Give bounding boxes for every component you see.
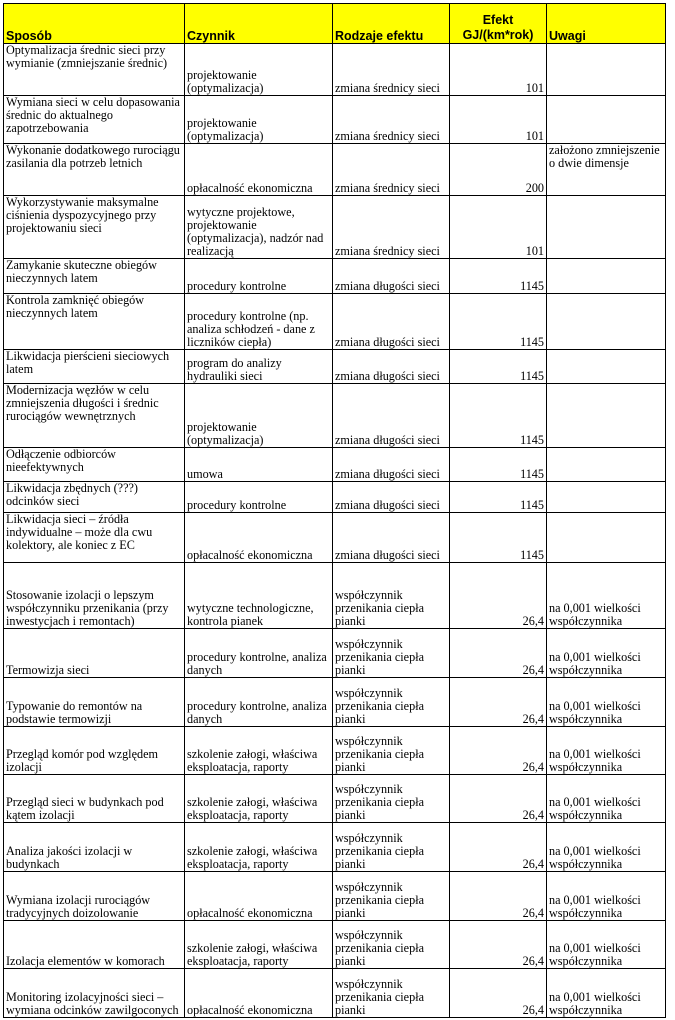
cell-czynnik: szkolenie załogi, właściwa eksploatacja, raporty [185,727,333,775]
cell-czynnik: projektowanie (optymalizacja) [185,96,333,144]
cell-czynnik: szkolenie załogi, właściwa eksploatacja, raporty [185,921,333,969]
cell-rodzaj: zmiana długości sieci [333,482,450,513]
header-efekt: Efekt GJ/(km*rok) [450,4,547,44]
cell-sposob: Likwidacja pierścieni sieciowych latem [4,350,185,384]
cell-efekt: 1145 [450,448,547,482]
cell-sposob: Modernizacja węzłów w celu zmniejszenia długości i średnic rurociągów wewnętrznych [4,384,185,448]
cell-rodzaj: zmiana średnicy sieci [333,144,450,196]
cell-rodzaj: zmiana średnicy sieci [333,196,450,259]
cell-sposob: Stosowanie izolacji o lepszym współczynniku przenikania (przy inwestycjach i remontach) [4,563,185,629]
cell-sposob: Typowanie do remontów na podstawie termowizji [4,678,185,727]
cell-uwagi: na 0,001 wielkości współczynnika [547,872,666,921]
cell-czynnik: umowa [185,448,333,482]
cell-czynnik: program do analizy hydrauliki sieci [185,350,333,384]
header-uwagi: Uwagi [547,4,666,44]
cell-czynnik: procedury kontrolne (np. analiza schłodzeń - dane z liczników ciepła) [185,294,333,350]
cell-sposob: Analiza jakości izolacji w budynkach [4,823,185,872]
table-row [4,629,666,678]
table-row [4,921,666,969]
cell-rodzaj: zmiana średnicy sieci [333,44,450,96]
cell-uwagi [547,350,666,384]
cell-efekt: 101 [450,44,547,96]
cell-rodzaj: współczynnik przenikania ciepła pianki [333,678,450,727]
cell-czynnik: projektowanie (optymalizacja) [185,44,333,96]
cell-uwagi: na 0,001 wielkości współczynnika [547,823,666,872]
table-row [4,563,666,629]
cell-rodzaj: współczynnik przenikania ciepła pianki [333,921,450,969]
cell-efekt: 26,4 [450,823,547,872]
cell-rodzaj: współczynnik przenikania ciepła pianki [333,629,450,678]
table-row [4,727,666,775]
table-row [4,384,666,448]
cell-rodzaj: zmiana długości sieci [333,350,450,384]
cell-uwagi: na 0,001 wielkości współczynnika [547,775,666,823]
cell-czynnik: opłacalność ekonomiczna [185,144,333,196]
cell-czynnik: procedury kontrolne, analiza danych [185,678,333,727]
table-body [4,44,666,1018]
cell-sposob: Wykorzystywanie maksymalne ciśnienia dyspozycyjnego przy projektowaniu sieci [4,196,185,259]
cell-czynnik: wytyczne technologiczne, kontrola pianek [185,563,333,629]
cell-sposob: Odłączenie odbiorców nieefektywnych [4,448,185,482]
cell-rodzaj: zmiana długości sieci [333,513,450,563]
table-row [4,513,666,563]
cell-rodzaj: współczynnik przenikania ciepła pianki [333,563,450,629]
cell-uwagi: na 0,001 wielkości współczynnika [547,969,666,1018]
table-row [4,448,666,482]
cell-rodzaj: współczynnik przenikania ciepła pianki [333,727,450,775]
cell-sposob: Likwidacja zbędnych (???) odcinków sieci [4,482,185,513]
cell-efekt: 200 [450,144,547,196]
cell-efekt: 101 [450,196,547,259]
table-row [4,482,666,513]
cell-efekt: 101 [450,96,547,144]
cell-sposob: Termowizja sieci [4,629,185,678]
cell-czynnik: szkolenie załogi, właściwa eksploatacja, raporty [185,775,333,823]
cell-sposob: Przegląd sieci w budynkach pod kątem izolacji [4,775,185,823]
cell-uwagi [547,482,666,513]
cell-sposob: Monitoring izolacyjności sieci – wymiana odcinków zawilgoconych [4,969,185,1018]
table-row [4,294,666,350]
table-row [4,259,666,294]
cell-uwagi [547,513,666,563]
header-sposob: Sposób [4,4,185,44]
cell-uwagi [547,196,666,259]
table-row [4,823,666,872]
table-row [4,969,666,1018]
cell-uwagi [547,96,666,144]
cell-uwagi: na 0,001 wielkości współczynnika [547,629,666,678]
cell-efekt: 26,4 [450,872,547,921]
cell-uwagi [547,259,666,294]
cell-efekt: 1145 [450,482,547,513]
cell-sposob: Wykonanie dodatkowego rurociągu zasilania dla potrzeb letnich [4,144,185,196]
cell-efekt: 26,4 [450,969,547,1018]
table-row [4,775,666,823]
cell-czynnik: procedury kontrolne [185,259,333,294]
cell-sposob: Przegląd komór pod względem izolacji [4,727,185,775]
cell-czynnik: wytyczne projektowe, projektowanie (optymalizacja), nadzór nad realizacją [185,196,333,259]
table-row [4,44,666,96]
cell-rodzaj: współczynnik przenikania ciepła pianki [333,823,450,872]
cell-uwagi [547,44,666,96]
cell-sposob: Optymalizacja średnic sieci przy wymianie (zmniejszanie średnic) [4,44,185,96]
cell-uwagi: na 0,001 wielkości współczynnika [547,921,666,969]
cell-efekt: 1145 [450,259,547,294]
cell-efekt: 1145 [450,294,547,350]
cell-czynnik: szkolenie załogi, właściwa eksploatacja, raporty [185,823,333,872]
cell-rodzaj: współczynnik przenikania ciepła pianki [333,775,450,823]
cell-efekt: 1145 [450,350,547,384]
table-row [4,350,666,384]
cell-czynnik: procedury kontrolne [185,482,333,513]
cell-rodzaj: współczynnik przenikania ciepła pianki [333,969,450,1018]
cell-rodzaj: zmiana długości sieci [333,384,450,448]
cell-sposob: Likwidacja sieci – źródła indywidualne – może dla cwu kolektory, ale koniec z EC [4,513,185,563]
cell-uwagi [547,384,666,448]
cell-sposob: Zamykanie skuteczne obiegów nieczynnych latem [4,259,185,294]
cell-uwagi: na 0,001 wielkości współczynnika [547,727,666,775]
table-row [4,872,666,921]
table-row [4,144,666,196]
cell-efekt: 1145 [450,513,547,563]
cell-efekt: 1145 [450,384,547,448]
cell-efekt: 26,4 [450,775,547,823]
cell-uwagi: na 0,001 wielkości współczynnika [547,678,666,727]
cell-sposob: Kontrola zamknięć obiegów nieczynnych latem [4,294,185,350]
cell-efekt: 26,4 [450,727,547,775]
cell-efekt: 26,4 [450,678,547,727]
header-row [4,4,666,44]
cell-rodzaj: zmiana długości sieci [333,259,450,294]
cell-sposob: Wymiana sieci w celu dopasowania średnic do aktualnego zapotrzebowania [4,96,185,144]
measures-table [3,3,666,1018]
cell-czynnik: opłacalność ekonomiczna [185,513,333,563]
cell-czynnik: projektowanie (optymalizacja) [185,384,333,448]
cell-efekt: 26,4 [450,629,547,678]
cell-efekt: 26,4 [450,921,547,969]
table-row [4,196,666,259]
cell-czynnik: procedury kontrolne, analiza danych [185,629,333,678]
cell-rodzaj: zmiana średnicy sieci [333,96,450,144]
cell-uwagi [547,294,666,350]
header-rodzaj: Rodzaje efektu [333,4,450,44]
cell-uwagi [547,448,666,482]
cell-sposob: Wymiana izolacji rurociągów tradycyjnych doizolowanie [4,872,185,921]
table-row [4,96,666,144]
cell-uwagi: na 0,001 wielkości współczynnika [547,563,666,629]
cell-czynnik: opłacalność ekonomiczna [185,872,333,921]
cell-efekt: 26,4 [450,563,547,629]
cell-uwagi: założono zmniejszenie o dwie dimensje [547,144,666,196]
cell-rodzaj: zmiana długości sieci [333,448,450,482]
cell-rodzaj: współczynnik przenikania ciepła pianki [333,872,450,921]
cell-czynnik: opłacalność ekonomiczna [185,969,333,1018]
cell-rodzaj: zmiana długości sieci [333,294,450,350]
table-row [4,678,666,727]
cell-sposob: Izolacja elementów w komorach [4,921,185,969]
header-czynnik: Czynnik [185,4,333,44]
